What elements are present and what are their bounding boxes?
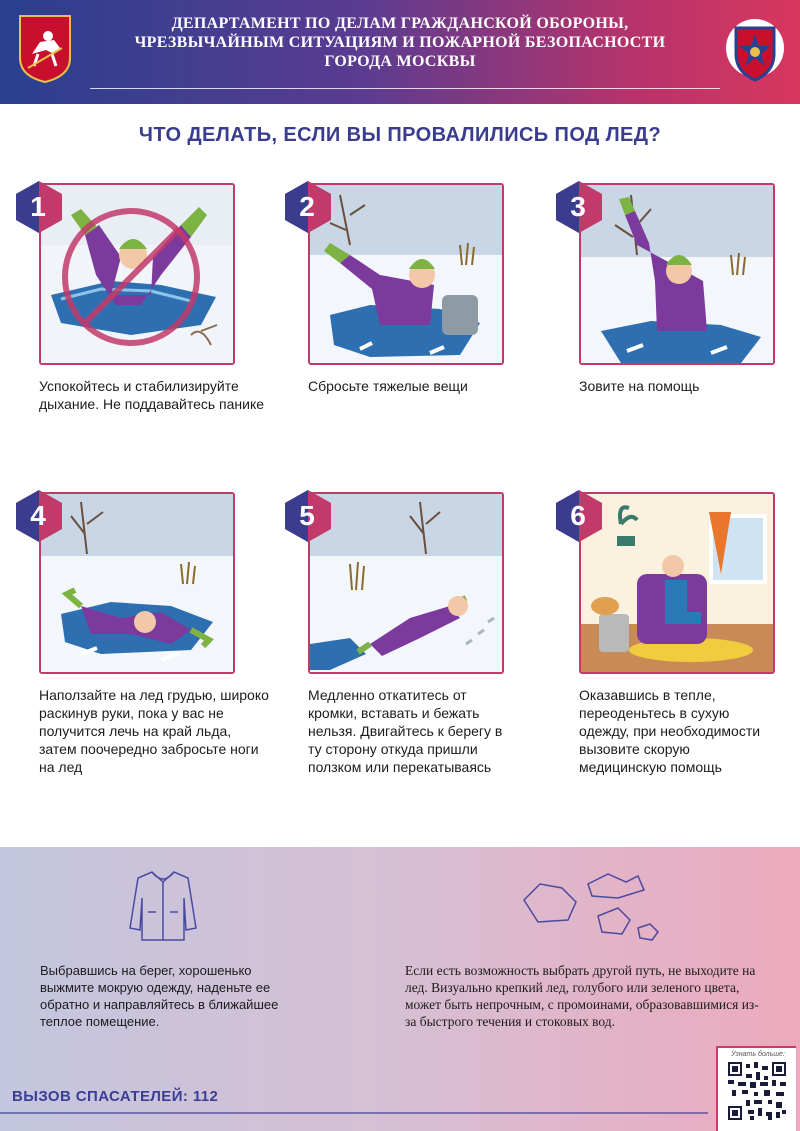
step-5-caption: Медленно откатитесь от кромки, вставать и бежать нельзя. Двигайтесь к берегу в ту сторону откуда пришли ползком или перекатываясь (308, 687, 503, 775)
step-4-number: 4 (30, 500, 46, 531)
header-line-3: ГОРОДА МОСКВЫ (324, 53, 476, 70)
step-1-caption: Успокойтесь и стабилизируйте дыхание. Не поддавайтесь панике (39, 378, 265, 412)
step-3-number: 3 (570, 191, 586, 222)
step-6-illustration (579, 492, 775, 674)
step-3-illustration (579, 183, 775, 365)
header-divider (90, 88, 720, 89)
step-6-number: 6 (570, 500, 586, 531)
qr-label: Узнать больше: (731, 1051, 785, 1058)
step-2-number: 2 (299, 191, 315, 222)
step-4-caption: Наползайте на лед грудью, широко раскинув руки, пока у вас не получится лечь на край льда, затем поочередно забросьте ноги на лед (39, 687, 269, 775)
step-5-number: 5 (299, 500, 315, 531)
header-line-1: ДЕПАРТАМЕНТ ПО ДЕЛАМ ГРАЖДАНСКОЙ ОБОРОНЫ, (171, 15, 629, 32)
step-1-illustration (39, 183, 235, 365)
jacket-icon (126, 868, 200, 944)
header-banner (0, 0, 800, 104)
qr-code-icon[interactable] (728, 1062, 786, 1120)
page-title: ЧТО ДЕЛАТЬ, ЕСЛИ ВЫ ПРОВАЛИЛИСЬ ПОД ЛЕД? (138, 124, 662, 146)
tip-avoid-ice: Если есть возможность выбрать другой путь, не выходите на лед. Визуально крепкий лед, голубого или зеленого цвета, может быть непрочным, с промоинами, образовавшимися из-за быстрого течения и стоковых вод. (405, 963, 759, 1029)
ice-floes-icon (518, 870, 666, 950)
step-6-caption: Оказавшись в тепле, переоденьтесь в сухую одежду, при необходимости вызовите скорую медицинскую помощь (579, 687, 761, 775)
step-1-number: 1 (30, 191, 46, 222)
step-5-illustration (308, 492, 504, 674)
moscow-coat-of-arms-icon (18, 14, 72, 84)
step-2-caption: Сбросьте тяжелые вещи (308, 378, 468, 394)
header-line-2: ЧРЕЗВЫЧАЙНЫМ СИТУАЦИЯМ И ПОЖАРНОЙ БЕЗОПАСНОСТИ (134, 34, 666, 51)
tip-wring-clothes: Выбравшись на берег, хорошенько выжмите мокрую одежду, наденьте ее обратно и направляйтесь в ближайшее теплое помещение. (40, 963, 279, 1029)
mchs-emblem-icon (724, 12, 786, 86)
step-3-caption: Зовите на помощь (579, 378, 700, 394)
department-name (110, 14, 690, 71)
rescue-underline (0, 1112, 708, 1114)
step-2-illustration (308, 183, 504, 365)
step-4-illustration (39, 492, 235, 674)
rescue-phone: ВЫЗОВ СПАСАТЕЛЕЙ: 112 (12, 1088, 219, 1105)
